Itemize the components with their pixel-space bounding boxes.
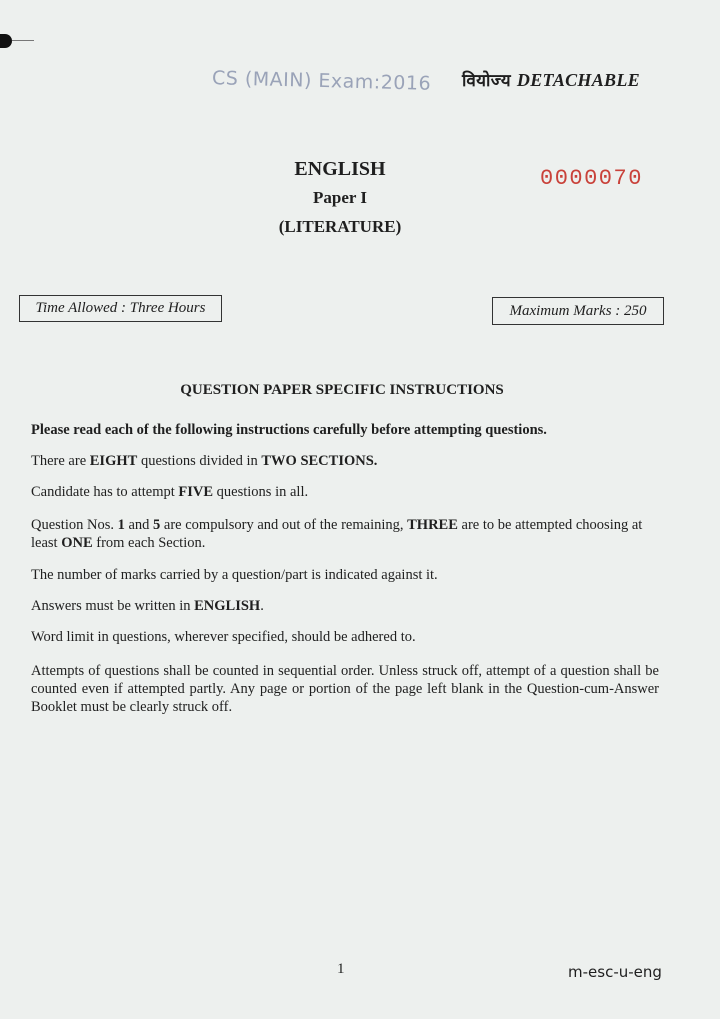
page-number: 1 <box>337 961 345 977</box>
instruction-item: Question Nos. 1 and 5 are compulsory and out of the remaining, THREE are to be attempted choosing at least ONE from each Section. <box>31 517 643 551</box>
instruction-item: There are EIGHT questions divided in TWO SECTIONS. <box>31 453 378 469</box>
maximum-marks-text: Maximum Marks : 250 <box>509 302 647 319</box>
instruction-item: Candidate has to attempt FIVE questions in all. <box>31 484 309 500</box>
paper-title: Paper I <box>313 188 367 207</box>
punch-hole-mark <box>0 34 12 48</box>
time-allowed-box <box>19 295 222 322</box>
time-allowed-text: Time Allowed : Three Hours <box>35 300 206 316</box>
instruction-item: The number of marks carried by a question/part is indicated against it. <box>31 567 438 583</box>
instruction-item: Word limit in questions, wherever specified, should be adhered to. <box>31 629 416 645</box>
instruction-item: Attempts of questions shall be counted in sequential order. Unless struck off, attempt of a question shall be counted even if attempted partly. Any page or portion of the page left blank in the Question-cum-Answer Booklet must be clearly struck off. <box>31 663 659 715</box>
exam-stamp: CS (MAIN) Exam:2016 <box>211 67 432 95</box>
punch-line <box>12 40 34 41</box>
serial-number: 0000070 <box>540 166 643 191</box>
subject-title: ENGLISH <box>294 158 386 180</box>
instruction-item: Answers must be written in ENGLISH. <box>31 598 264 614</box>
paper-code: m-esc-u-eng <box>568 963 662 981</box>
category-title: (LITERATURE) <box>278 217 402 236</box>
detachable-label <box>462 68 640 91</box>
instructions-lead: Please read each of the following instructions carefully before attempting questions. <box>31 422 547 438</box>
detachable-hindi: वियोज्य <box>462 71 511 91</box>
instructions-heading: QUESTION PAPER SPECIFIC INSTRUCTIONS <box>180 382 504 398</box>
detachable-english: DETACHABLE <box>516 70 640 90</box>
maximum-marks-box <box>492 297 664 325</box>
